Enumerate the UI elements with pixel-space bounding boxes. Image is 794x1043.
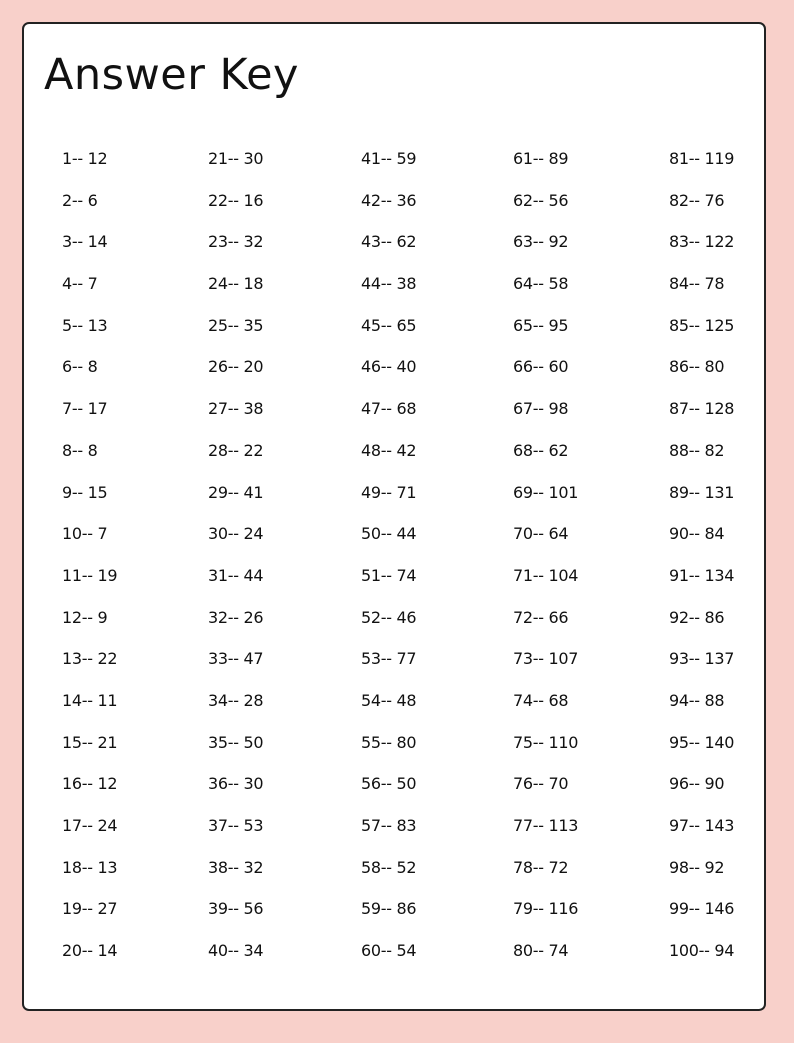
answer-item: 33-- 47: [208, 649, 264, 669]
answer-item: 69-- 101: [513, 482, 579, 502]
answer-column-1: [62, 144, 202, 978]
answer-item: 62-- 56: [513, 190, 569, 210]
answer-item: 54-- 48: [361, 690, 417, 710]
answer-item: 1-- 12: [62, 149, 108, 168]
answer-item: 18-- 13: [62, 857, 118, 877]
answer-item: 37-- 53: [208, 816, 264, 835]
answer-item: 95-- 140: [669, 732, 735, 752]
answer-item: 5-- 13: [62, 315, 108, 335]
answer-item: 23-- 32: [208, 232, 264, 252]
answer-item: 71-- 104: [513, 565, 579, 585]
answer-column-5: [669, 144, 794, 978]
answer-item: 15-- 21: [62, 732, 118, 752]
answer-item: 60-- 54: [361, 941, 417, 961]
answer-item: 42-- 36: [361, 190, 417, 210]
answer-item: 64-- 58: [513, 274, 569, 294]
answer-item: 53-- 77: [361, 649, 417, 669]
answer-item: 27-- 38: [208, 399, 264, 419]
answer-item: 29-- 41: [208, 482, 264, 502]
answer-item: 39-- 56: [208, 899, 264, 919]
answer-item: 96-- 90: [669, 774, 725, 794]
answer-item: 80-- 74: [513, 941, 569, 961]
answer-item: 7-- 17: [62, 399, 108, 419]
answer-item: 75-- 110: [513, 732, 579, 752]
answer-item: 44-- 38: [361, 274, 417, 294]
answer-grid: [62, 144, 762, 984]
answer-item: 50-- 44: [361, 524, 417, 544]
answer-key-sheet: [22, 22, 766, 1011]
answer-item: 61-- 89: [513, 149, 569, 168]
answer-item: 30-- 24: [208, 524, 264, 544]
answer-item: 46-- 40: [361, 357, 417, 377]
answer-item: 19-- 27: [62, 899, 118, 919]
answer-item: 58-- 52: [361, 857, 417, 877]
answer-item: 32-- 26: [208, 607, 264, 627]
answer-item: 63-- 92: [513, 232, 569, 252]
answer-item: 47-- 68: [361, 399, 417, 419]
answer-item: 20-- 14: [62, 941, 118, 961]
answer-item: 36-- 30: [208, 774, 264, 794]
answer-item: 76-- 70: [513, 774, 569, 794]
answer-item: 56-- 50: [361, 774, 417, 794]
answer-item: 12-- 9: [62, 607, 108, 627]
answer-item: 79-- 116: [513, 899, 579, 919]
answer-item: 55-- 80: [361, 732, 417, 752]
answer-item: 98-- 92: [669, 857, 725, 877]
answer-item: 81-- 119: [669, 149, 735, 168]
answer-item: 8-- 8: [62, 440, 98, 460]
answer-item: 41-- 59: [361, 149, 417, 168]
answer-item: 67-- 98: [513, 399, 569, 419]
answer-item: 73-- 107: [513, 649, 579, 669]
answer-column-4: [513, 144, 653, 978]
answer-item: 21-- 30: [208, 149, 264, 168]
answer-item: 93-- 137: [669, 649, 735, 669]
answer-item: 17-- 24: [62, 816, 118, 835]
answer-item: 28-- 22: [208, 440, 264, 460]
answer-item: 10-- 7: [62, 524, 108, 544]
answer-item: 83-- 122: [669, 232, 735, 252]
answer-item: 78-- 72: [513, 857, 569, 877]
answer-item: 6-- 8: [62, 357, 98, 377]
answer-item: 82-- 76: [669, 190, 725, 210]
answer-item: 97-- 143: [669, 816, 735, 835]
answer-item: 26-- 20: [208, 357, 264, 377]
answer-item: 74-- 68: [513, 690, 569, 710]
answer-item: 100-- 94: [669, 941, 735, 961]
answer-item: 84-- 78: [669, 274, 725, 294]
answer-item: 91-- 134: [669, 565, 735, 585]
answer-item: 4-- 7: [62, 274, 98, 294]
answer-item: 25-- 35: [208, 315, 264, 335]
answer-item: 66-- 60: [513, 357, 569, 377]
answer-column-2: [208, 144, 348, 978]
answer-item: 31-- 44: [208, 565, 264, 585]
answer-item: 38-- 32: [208, 857, 264, 877]
answer-item: 49-- 71: [361, 482, 417, 502]
answer-item: 11-- 19: [62, 565, 118, 585]
answer-item: 68-- 62: [513, 440, 569, 460]
answer-item: 3-- 14: [62, 232, 108, 252]
answer-item: 13-- 22: [62, 649, 118, 669]
answer-item: 65-- 95: [513, 315, 569, 335]
answer-item: 89-- 131: [669, 482, 735, 502]
answer-item: 24-- 18: [208, 274, 264, 294]
answer-item: 90-- 84: [669, 524, 725, 544]
answer-item: 52-- 46: [361, 607, 417, 627]
answer-item: 87-- 128: [669, 399, 735, 419]
answer-item: 94-- 88: [669, 690, 725, 710]
answer-item: 77-- 113: [513, 816, 579, 835]
answer-item: 48-- 42: [361, 440, 417, 460]
answer-item: 35-- 50: [208, 732, 264, 752]
answer-item: 88-- 82: [669, 440, 725, 460]
answer-item: 99-- 146: [669, 899, 735, 919]
answer-item: 92-- 86: [669, 607, 725, 627]
answer-item: 85-- 125: [669, 315, 735, 335]
answer-item: 43-- 62: [361, 232, 417, 252]
page-title: Answer Key: [44, 50, 300, 100]
answer-item: 14-- 11: [62, 690, 118, 710]
answer-item: 40-- 34: [208, 941, 264, 961]
answer-column-3: [361, 144, 501, 978]
answer-item: 9-- 15: [62, 482, 108, 502]
answer-item: 34-- 28: [208, 690, 264, 710]
answer-item: 59-- 86: [361, 899, 417, 919]
answer-item: 70-- 64: [513, 524, 569, 544]
answer-item: 57-- 83: [361, 816, 417, 835]
answer-item: 2-- 6: [62, 190, 98, 210]
answer-item: 16-- 12: [62, 774, 118, 794]
answer-item: 51-- 74: [361, 565, 417, 585]
answer-item: 22-- 16: [208, 190, 264, 210]
answer-item: 72-- 66: [513, 607, 569, 627]
answer-item: 45-- 65: [361, 315, 417, 335]
answer-item: 86-- 80: [669, 357, 725, 377]
